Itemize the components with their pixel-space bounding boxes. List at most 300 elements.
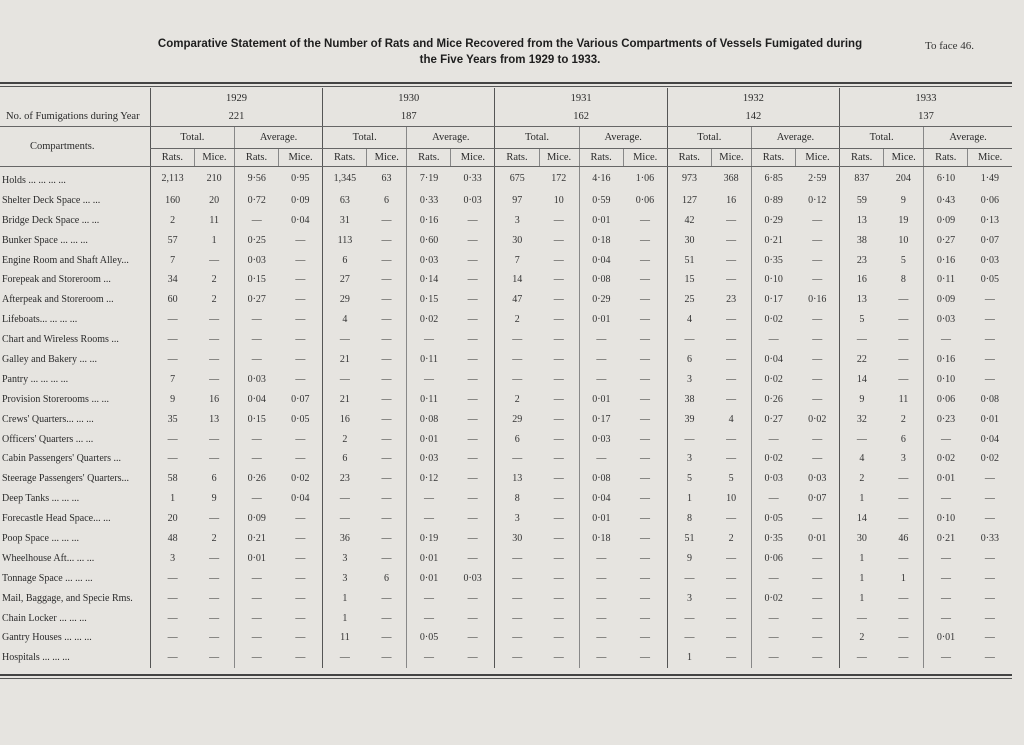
table-cell: 3 bbox=[323, 548, 367, 568]
table-cell: — bbox=[495, 548, 539, 568]
page-reference: To face 46. bbox=[925, 40, 975, 52]
table-cell: 0·08 bbox=[407, 409, 451, 429]
table-cell: — bbox=[295, 373, 306, 385]
table-cell: 0·01 bbox=[579, 389, 623, 409]
table-cell: — bbox=[381, 612, 392, 624]
title-line-1: Comparative Statement of the Number of Rats and Mice Recovered from the Various Compartments of Vessels Fumigated during bbox=[157, 38, 863, 50]
table-cell: — bbox=[407, 648, 451, 668]
table-cell: — bbox=[381, 552, 392, 564]
table-cell: — bbox=[726, 254, 737, 266]
table-cell: 0·89 bbox=[751, 190, 795, 210]
table-cell: — bbox=[639, 234, 650, 246]
table-cell: — bbox=[295, 294, 306, 306]
table-cell: — bbox=[579, 568, 623, 588]
table-row bbox=[0, 389, 1012, 409]
rats-column-header: Rats. bbox=[323, 148, 367, 166]
table-cell: 0·33 bbox=[980, 532, 1000, 544]
table-cell: 973 bbox=[667, 166, 711, 190]
table-cell: — bbox=[553, 353, 564, 365]
table-cell: 38 bbox=[667, 389, 711, 409]
table-cell: — bbox=[381, 254, 392, 266]
table-cell: — bbox=[295, 592, 306, 604]
table-cell: — bbox=[323, 509, 367, 529]
table-cell: 0·03 bbox=[808, 473, 827, 485]
table-cell: — bbox=[381, 393, 392, 405]
table-cell: — bbox=[150, 429, 194, 449]
table-row bbox=[0, 210, 1012, 230]
compartment-name: Officers' Quarters ... ... bbox=[2, 433, 94, 445]
table-cell: — bbox=[812, 234, 823, 246]
table-cell: — bbox=[726, 314, 737, 326]
table-cell: 0·06 bbox=[751, 548, 795, 568]
table-cell: — bbox=[840, 648, 884, 668]
table-row bbox=[0, 166, 1012, 190]
table-cell: 0·02 bbox=[924, 449, 968, 469]
compartment-name: Cabin Passengers' Quarters ... bbox=[2, 453, 121, 465]
table-cell: 4·16 bbox=[579, 166, 623, 190]
table-cell: 0·06 bbox=[924, 389, 968, 409]
table-row bbox=[0, 190, 1012, 210]
table-cell: 13 bbox=[840, 210, 884, 230]
table-cell: — bbox=[553, 254, 564, 266]
table-row bbox=[0, 548, 1012, 568]
table-cell: 29 bbox=[495, 409, 539, 429]
bottom-rule bbox=[0, 674, 1012, 676]
table-cell: 0·02 bbox=[751, 588, 795, 608]
table-cell: 23 bbox=[323, 469, 367, 489]
table-cell: — bbox=[209, 433, 220, 445]
table-cell: 0·60 bbox=[407, 230, 451, 250]
table-cell: 2·59 bbox=[808, 172, 827, 184]
table-row bbox=[0, 409, 1012, 429]
table-row bbox=[0, 369, 1012, 389]
table-cell: 1 bbox=[840, 588, 884, 608]
table-cell: 0·07 bbox=[980, 234, 1000, 246]
table-cell: 38 bbox=[840, 230, 884, 250]
table-cell: 1 bbox=[323, 608, 367, 628]
table-cell: 25 bbox=[667, 290, 711, 310]
table-cell: 0·02 bbox=[291, 473, 310, 485]
table-cell: 0·05 bbox=[751, 509, 795, 529]
table-cell: 32 bbox=[840, 409, 884, 429]
table-cell: — bbox=[898, 632, 909, 644]
table-cell: — bbox=[812, 592, 823, 604]
table-cell: — bbox=[726, 592, 737, 604]
table-cell: — bbox=[840, 608, 884, 628]
table-cell: 3 bbox=[667, 449, 711, 469]
table-cell: — bbox=[323, 489, 367, 509]
mice-column-header: Mice. bbox=[451, 148, 495, 166]
table-cell: 0·10 bbox=[924, 369, 968, 389]
table-cell: 0·03 bbox=[407, 449, 451, 469]
compartment-name: Pantry ... ... ... ... bbox=[2, 373, 69, 385]
table-cell: — bbox=[295, 612, 306, 624]
table-cell: — bbox=[295, 552, 306, 564]
table-cell: — bbox=[323, 330, 367, 350]
table-cell: — bbox=[726, 234, 737, 246]
table-cell: 0·05 bbox=[291, 413, 310, 425]
table-cell: 3 bbox=[323, 568, 367, 588]
year-1933: 1933 bbox=[840, 88, 1012, 108]
table-cell: — bbox=[667, 628, 711, 648]
table-cell: — bbox=[407, 588, 451, 608]
average-header: Average. bbox=[751, 126, 839, 148]
table-cell: — bbox=[467, 353, 478, 365]
table-cell: — bbox=[407, 509, 451, 529]
table-cell: — bbox=[812, 274, 823, 286]
table-cell: — bbox=[553, 393, 564, 405]
table-cell: 0·33 bbox=[463, 172, 482, 184]
table-row bbox=[0, 648, 1012, 668]
table-cell: — bbox=[898, 373, 909, 385]
table-cell: 14 bbox=[495, 270, 539, 290]
table-cell: 0·01 bbox=[579, 310, 623, 330]
table-cell: — bbox=[467, 493, 478, 505]
table-cell: — bbox=[639, 592, 650, 604]
table-cell: — bbox=[553, 632, 564, 644]
table-cell: — bbox=[209, 592, 220, 604]
table-cell: — bbox=[407, 330, 451, 350]
table-cell: — bbox=[667, 330, 711, 350]
table-cell: — bbox=[467, 532, 478, 544]
table-cell: — bbox=[467, 433, 478, 445]
table-cell: 0·02 bbox=[407, 310, 451, 330]
table-cell: 3 bbox=[667, 588, 711, 608]
table-cell: — bbox=[726, 552, 737, 564]
table-cell: 6 bbox=[667, 350, 711, 370]
table-cell: 7 bbox=[495, 250, 539, 270]
table-cell: 8 bbox=[900, 274, 906, 286]
table-cell: 46 bbox=[898, 532, 909, 544]
table-cell: 0·07 bbox=[808, 493, 827, 505]
table-row bbox=[0, 350, 1012, 370]
table-cell: — bbox=[984, 473, 995, 485]
table-cell: 2 bbox=[495, 389, 539, 409]
table-cell: 1 bbox=[840, 489, 884, 509]
table-row bbox=[0, 449, 1012, 469]
table-cell: — bbox=[579, 369, 623, 389]
table-cell: 5 bbox=[840, 310, 884, 330]
table-cell: 10 bbox=[553, 194, 564, 206]
table-cell: 0·11 bbox=[924, 270, 968, 290]
table-cell: 21 bbox=[323, 389, 367, 409]
table-cell: — bbox=[924, 330, 968, 350]
table-cell: 34 bbox=[150, 270, 194, 290]
table-cell: — bbox=[209, 513, 220, 525]
table-cell: 0·21 bbox=[234, 529, 278, 549]
table-cell: 0·06 bbox=[980, 194, 1000, 206]
fumigations-1930: 187 bbox=[323, 108, 495, 126]
table-cell: — bbox=[381, 513, 392, 525]
table-cell: 60 bbox=[150, 290, 194, 310]
table-cell: 675 bbox=[495, 166, 539, 190]
table-cell: — bbox=[924, 429, 968, 449]
table-cell: 1 bbox=[667, 489, 711, 509]
table-cell: 11 bbox=[898, 393, 909, 405]
table-cell: 5 bbox=[900, 254, 906, 266]
table-cell: — bbox=[381, 334, 392, 346]
table-cell: — bbox=[924, 588, 968, 608]
table-cell: 0·02 bbox=[980, 453, 1000, 465]
mice-column-header: Mice. bbox=[884, 148, 924, 166]
table-cell: — bbox=[495, 588, 539, 608]
table-cell: — bbox=[381, 632, 392, 644]
table-cell: — bbox=[751, 568, 795, 588]
table-row bbox=[0, 469, 1012, 489]
table-cell: — bbox=[553, 314, 564, 326]
compartment-name: Gantry Houses ... ... ... bbox=[2, 632, 92, 644]
table-cell: 0·04 bbox=[234, 389, 278, 409]
table-cell: — bbox=[812, 632, 823, 644]
table-cell: — bbox=[295, 572, 306, 584]
table-cell: — bbox=[381, 373, 392, 385]
table-row bbox=[0, 628, 1012, 648]
mice-column-header: Mice. bbox=[711, 148, 751, 166]
table-cell: 5 bbox=[728, 473, 734, 485]
table-cell: 0·23 bbox=[924, 409, 968, 429]
table-cell: — bbox=[751, 648, 795, 668]
table-cell: — bbox=[381, 592, 392, 604]
table-cell: — bbox=[381, 473, 392, 485]
table-cell: 16 bbox=[726, 194, 737, 206]
table-cell: — bbox=[381, 314, 392, 326]
document-title bbox=[150, 36, 870, 68]
table-cell: — bbox=[467, 453, 478, 465]
table-cell: 0·12 bbox=[407, 469, 451, 489]
table-cell: 0·04 bbox=[751, 350, 795, 370]
table-cell: 0·01 bbox=[808, 532, 827, 544]
table-cell: — bbox=[209, 373, 220, 385]
table-cell: — bbox=[639, 393, 650, 405]
table-cell: — bbox=[234, 568, 278, 588]
table-cell: 0·43 bbox=[924, 190, 968, 210]
table-cell: 0·05 bbox=[407, 628, 451, 648]
table-cell: — bbox=[234, 330, 278, 350]
table-cell: — bbox=[639, 254, 650, 266]
table-cell: 0·15 bbox=[234, 270, 278, 290]
table-cell: — bbox=[295, 314, 306, 326]
table-cell: — bbox=[407, 608, 451, 628]
table-cell: — bbox=[381, 453, 392, 465]
table-cell: — bbox=[898, 552, 909, 564]
table-cell: 1·06 bbox=[635, 172, 655, 184]
compartment-name: Engine Room and Shaft Alley... bbox=[2, 254, 129, 266]
compartment-name: Bunker Space ... ... ... bbox=[2, 234, 88, 246]
table-cell: — bbox=[495, 330, 539, 350]
table-cell: 51 bbox=[667, 250, 711, 270]
table-cell: 11 bbox=[209, 214, 219, 226]
table-cell: 6 bbox=[383, 572, 389, 584]
table-cell: 0·15 bbox=[407, 290, 451, 310]
table-cell: 0·03 bbox=[924, 310, 968, 330]
table-cell: 27 bbox=[323, 270, 367, 290]
table-cell: — bbox=[639, 652, 650, 664]
table-cell: 20 bbox=[150, 509, 194, 529]
table-cell: 0·29 bbox=[579, 290, 623, 310]
table-cell: — bbox=[407, 369, 451, 389]
compartment-name: Chart and Wireless Rooms ... bbox=[2, 334, 119, 346]
table-cell: — bbox=[726, 373, 737, 385]
table-cell: — bbox=[381, 234, 392, 246]
table-cell: — bbox=[467, 294, 478, 306]
total-header: Total. bbox=[323, 126, 407, 148]
table-cell: 0·14 bbox=[407, 270, 451, 290]
table-cell: 13 bbox=[209, 413, 220, 425]
table-cell: — bbox=[150, 628, 194, 648]
table-cell: — bbox=[234, 648, 278, 668]
table-cell: 14 bbox=[840, 509, 884, 529]
table-cell: — bbox=[924, 548, 968, 568]
table-cell: — bbox=[726, 334, 737, 346]
table-cell: — bbox=[639, 453, 650, 465]
table-row bbox=[0, 608, 1012, 628]
table-cell: 16 bbox=[209, 393, 220, 405]
table-cell: — bbox=[495, 369, 539, 389]
table-cell: 0·04 bbox=[579, 250, 623, 270]
title-line-2: the Five Years from 1929 to 1933. bbox=[419, 54, 601, 66]
table-cell: — bbox=[553, 493, 564, 505]
table-cell: — bbox=[467, 314, 478, 326]
table-cell: — bbox=[150, 568, 194, 588]
table-cell: 13 bbox=[495, 469, 539, 489]
compartment-name: Afterpeak and Storeroom ... bbox=[2, 294, 114, 306]
mice-column-header: Mice. bbox=[623, 148, 667, 166]
table-cell: 210 bbox=[206, 172, 222, 184]
table-cell: 22 bbox=[840, 350, 884, 370]
table-cell: — bbox=[639, 513, 650, 525]
table-cell: — bbox=[553, 334, 564, 346]
table-cell: — bbox=[295, 274, 306, 286]
table-cell: — bbox=[467, 652, 478, 664]
table-cell: — bbox=[751, 429, 795, 449]
table-cell: — bbox=[984, 294, 995, 306]
table-cell: — bbox=[898, 334, 909, 346]
table-cell: 0·04 bbox=[579, 489, 623, 509]
table-cell: 5 bbox=[667, 469, 711, 489]
statistics-table bbox=[0, 88, 1012, 668]
compartment-name: Holds ... ... ... ... bbox=[2, 174, 66, 186]
table-cell: — bbox=[579, 628, 623, 648]
table-cell: 7 bbox=[150, 369, 194, 389]
table-cell: — bbox=[898, 353, 909, 365]
rats-column-header: Rats. bbox=[579, 148, 623, 166]
table-cell: — bbox=[209, 314, 220, 326]
compartment-name: Forepeak and Storeroom ... bbox=[2, 274, 111, 286]
table-cell: 3 bbox=[667, 369, 711, 389]
table-cell: — bbox=[726, 572, 737, 584]
table-cell: — bbox=[553, 433, 564, 445]
table-cell: — bbox=[639, 433, 650, 445]
table-row bbox=[0, 230, 1012, 250]
compartment-name: Poop Space ... ... ... bbox=[2, 532, 79, 544]
table-cell: 0·09 bbox=[291, 194, 310, 206]
table-cell: — bbox=[579, 608, 623, 628]
table-cell: 6·10 bbox=[924, 166, 968, 190]
rats-column-header: Rats. bbox=[840, 148, 884, 166]
table-cell: 0·03 bbox=[463, 194, 482, 206]
table-cell: 0·01 bbox=[407, 548, 451, 568]
table-row bbox=[0, 270, 1012, 290]
table-cell: — bbox=[150, 330, 194, 350]
table-cell: 10 bbox=[726, 493, 737, 505]
table-cell: 1 bbox=[323, 588, 367, 608]
table-cell: — bbox=[295, 254, 306, 266]
table-cell: — bbox=[726, 393, 737, 405]
table-cell: 6·85 bbox=[751, 166, 795, 190]
table-cell: — bbox=[295, 652, 306, 664]
table-cell: — bbox=[407, 489, 451, 509]
table-cell: 2 bbox=[211, 532, 217, 544]
table-cell: — bbox=[667, 608, 711, 628]
table-cell: 0·01 bbox=[579, 509, 623, 529]
table-cell: — bbox=[898, 314, 909, 326]
table-cell: 6 bbox=[323, 250, 367, 270]
compartment-name: Mail, Baggage, and Specie Rms. bbox=[2, 592, 133, 604]
table-cell: — bbox=[495, 449, 539, 469]
table-cell: — bbox=[984, 632, 995, 644]
table-cell: — bbox=[639, 413, 650, 425]
table-cell: — bbox=[639, 274, 650, 286]
average-header: Average. bbox=[924, 126, 1012, 148]
table-cell: — bbox=[234, 449, 278, 469]
table-cell: — bbox=[812, 433, 823, 445]
average-header: Average. bbox=[407, 126, 495, 148]
rats-column-header: Rats. bbox=[234, 148, 278, 166]
table-cell: 4 bbox=[840, 449, 884, 469]
table-cell: 57 bbox=[150, 230, 194, 250]
table-cell: — bbox=[898, 294, 909, 306]
table-cell: 0·95 bbox=[291, 172, 310, 184]
table-cell: — bbox=[579, 449, 623, 469]
compartments-label: Compartments. bbox=[0, 126, 150, 166]
table-cell: — bbox=[812, 373, 823, 385]
table-row bbox=[0, 310, 1012, 330]
table-cell: 0·21 bbox=[924, 529, 968, 549]
table-row bbox=[0, 588, 1012, 608]
bottom-rule-thin bbox=[0, 678, 1012, 679]
table-cell: 0·01 bbox=[924, 628, 968, 648]
table-cell: 2 bbox=[150, 210, 194, 230]
table-cell: — bbox=[984, 652, 995, 664]
table-cell: 1 bbox=[840, 568, 884, 588]
table-cell: — bbox=[150, 449, 194, 469]
table-cell: — bbox=[984, 493, 995, 505]
table-row bbox=[0, 429, 1012, 449]
table-cell: 0·03 bbox=[980, 254, 1000, 266]
table-cell: — bbox=[984, 314, 995, 326]
table-cell: 1 bbox=[667, 648, 711, 668]
table-cell: 0·08 bbox=[579, 270, 623, 290]
table-cell: 837 bbox=[840, 166, 884, 190]
table-cell: 6 bbox=[900, 433, 906, 445]
table-cell: — bbox=[295, 632, 306, 644]
compartment-name: Crews' Quarters... ... ... bbox=[2, 413, 94, 425]
mice-column-header: Mice. bbox=[795, 148, 839, 166]
table-cell: 0·15 bbox=[234, 409, 278, 429]
table-cell: 0·29 bbox=[751, 210, 795, 230]
table-cell: 9 bbox=[150, 389, 194, 409]
table-cell: — bbox=[812, 353, 823, 365]
table-row bbox=[0, 489, 1012, 509]
table-cell: — bbox=[639, 294, 650, 306]
table-cell: 63 bbox=[381, 172, 392, 184]
table-cell: — bbox=[726, 612, 737, 624]
table-cell: — bbox=[726, 274, 737, 286]
table-cell: 58 bbox=[150, 469, 194, 489]
table-cell: — bbox=[467, 632, 478, 644]
table-cell: — bbox=[381, 493, 392, 505]
top-rule-thin bbox=[0, 86, 1012, 87]
